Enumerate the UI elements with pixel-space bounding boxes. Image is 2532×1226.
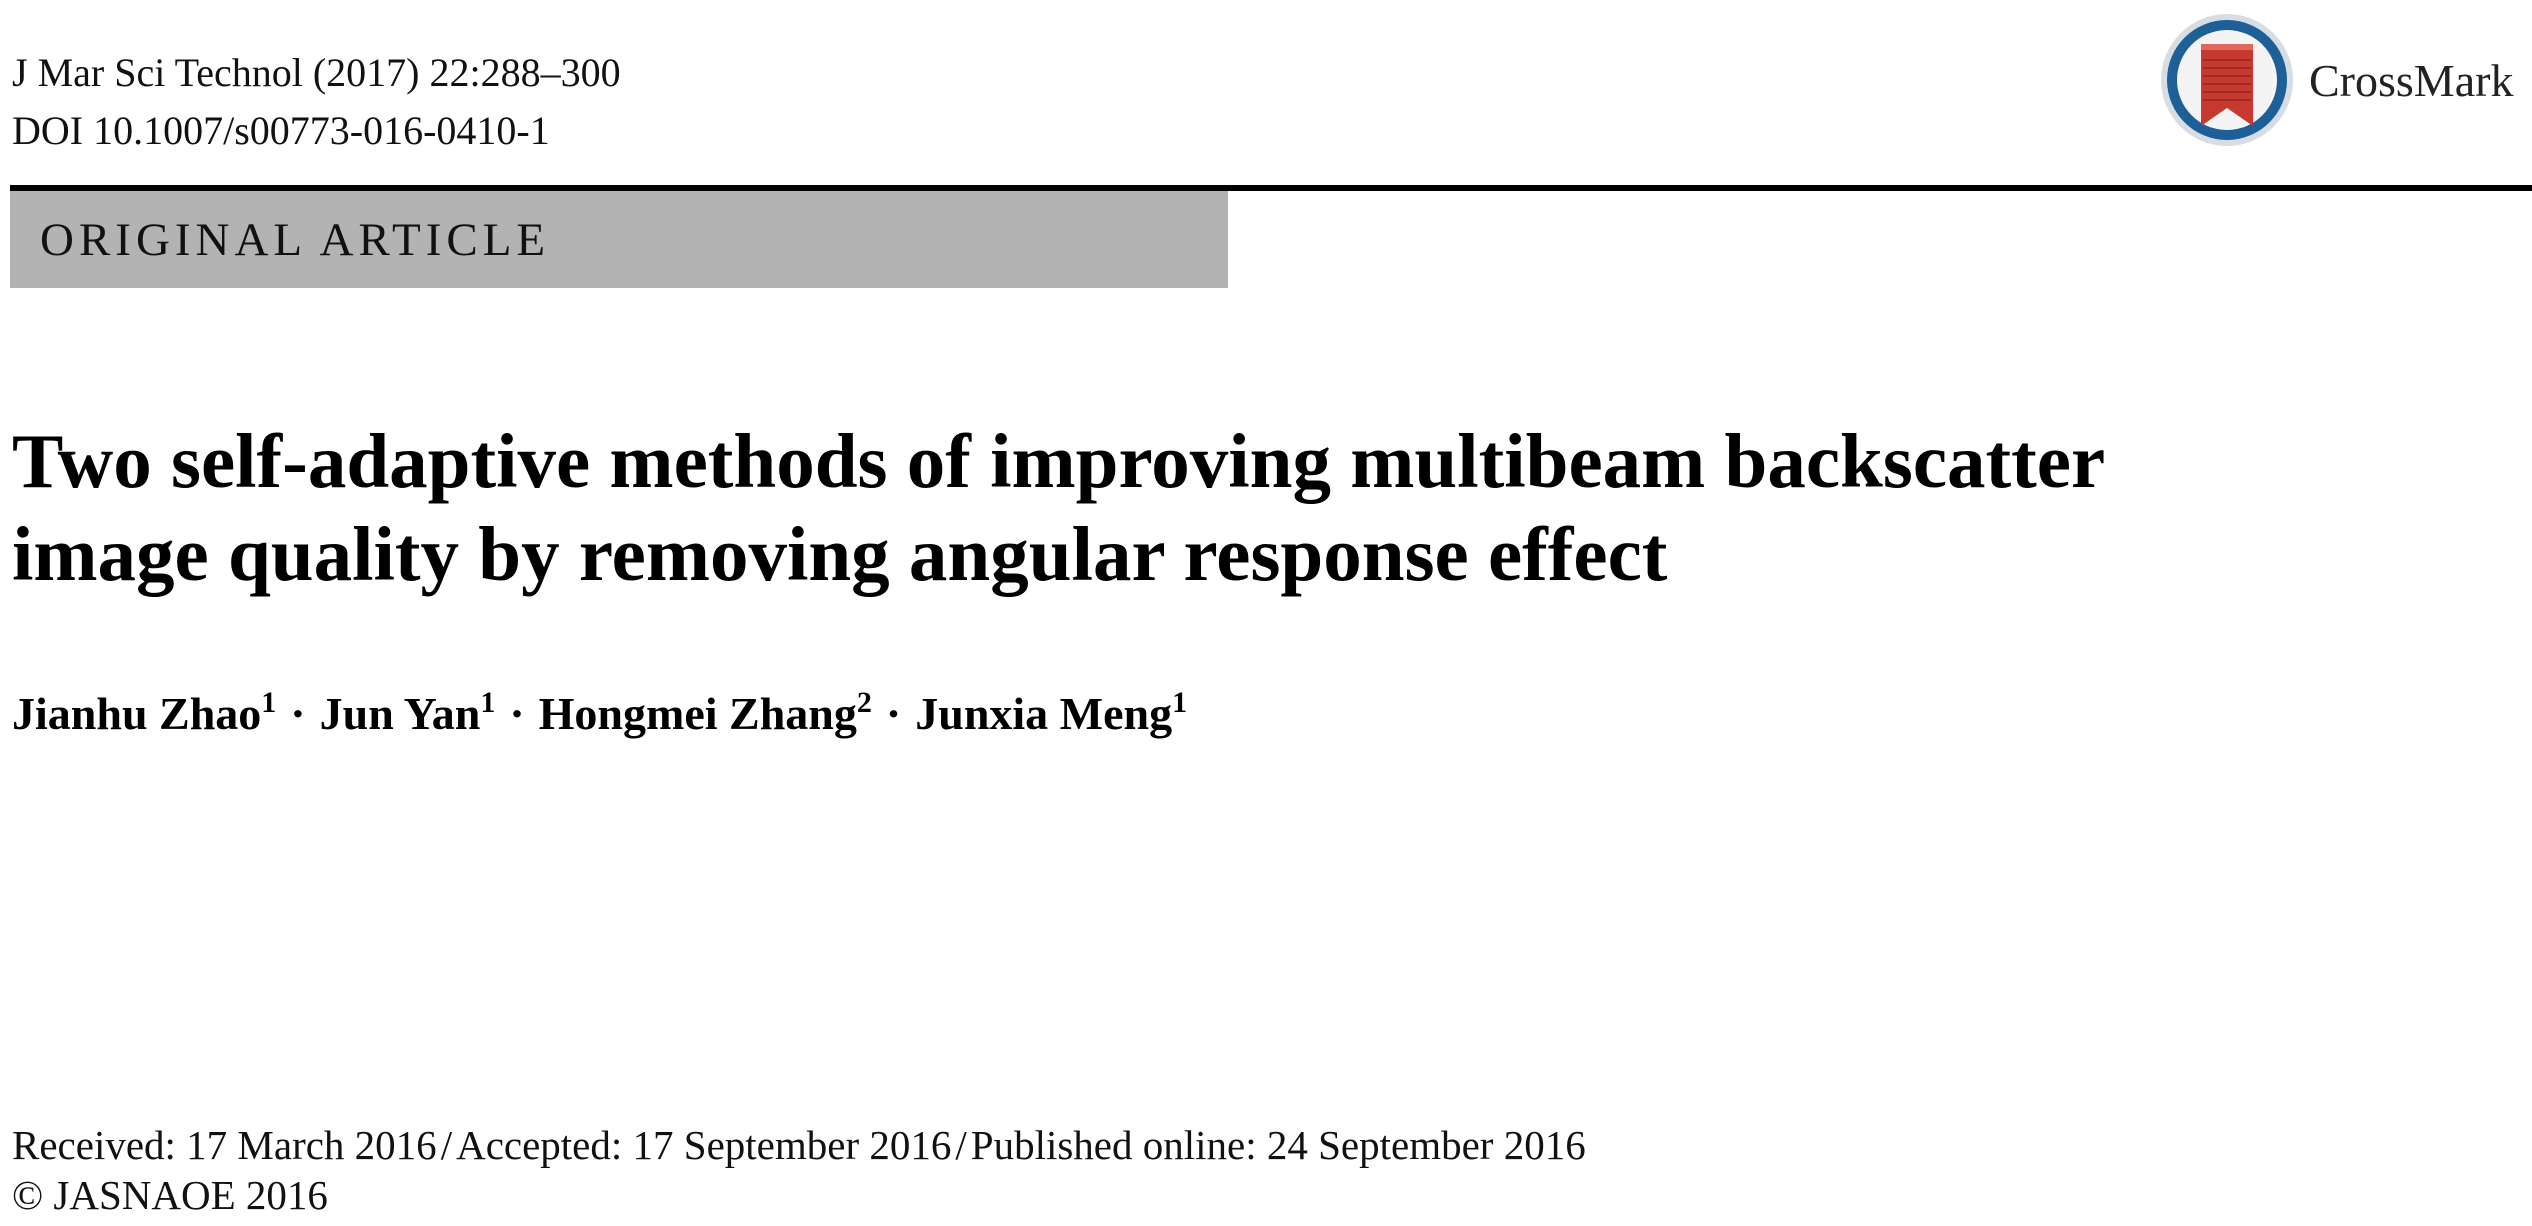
dates-line: [12, 1120, 1586, 1170]
date-separator: /: [440, 1122, 453, 1168]
author-affiliation: 2: [856, 686, 872, 719]
author-list: [12, 682, 1187, 746]
author-separator: ·: [290, 688, 306, 739]
author-affiliation: 1: [1172, 686, 1188, 719]
author-name[interactable]: Jianhu Zhao: [12, 688, 262, 739]
crossmark-icon: [2157, 10, 2297, 150]
article-type-label: ORIGINAL ARTICLE: [40, 213, 551, 266]
crossmark-label: CrossMark: [2309, 54, 2514, 106]
crossmark-badge[interactable]: [2157, 10, 2532, 150]
author-separator: ·: [509, 688, 525, 739]
author-name[interactable]: Junxia Meng: [915, 688, 1173, 739]
copyright: © JASNAOE 2016: [12, 1172, 328, 1218]
author-name[interactable]: Jun Yan: [319, 688, 481, 739]
received-date: Received: 17 March 2016: [12, 1122, 437, 1168]
paper-title: [12, 415, 2512, 601]
author-affiliation: 1: [261, 686, 277, 719]
author-affiliation: 1: [480, 686, 496, 719]
article-type-banner: [10, 191, 1228, 288]
title-line-2: image quality by removing angular response effect: [12, 511, 1668, 597]
published-date: Published online: 24 September 2016: [970, 1122, 1586, 1168]
journal-header: [12, 44, 621, 160]
publication-history: [12, 1120, 1586, 1220]
title-line-1: Two self-adaptive methods of improving multibeam backscatter: [12, 418, 2106, 504]
author-name[interactable]: Hongmei Zhang: [538, 688, 857, 739]
doi[interactable]: DOI 10.1007/s00773-016-0410-1: [12, 108, 550, 153]
journal-citation: J Mar Sci Technol (2017) 22:288–300: [12, 50, 621, 95]
author-separator: ·: [885, 688, 902, 739]
accepted-date: Accepted: 17 September 2016: [456, 1122, 952, 1168]
date-separator: /: [955, 1122, 967, 1168]
